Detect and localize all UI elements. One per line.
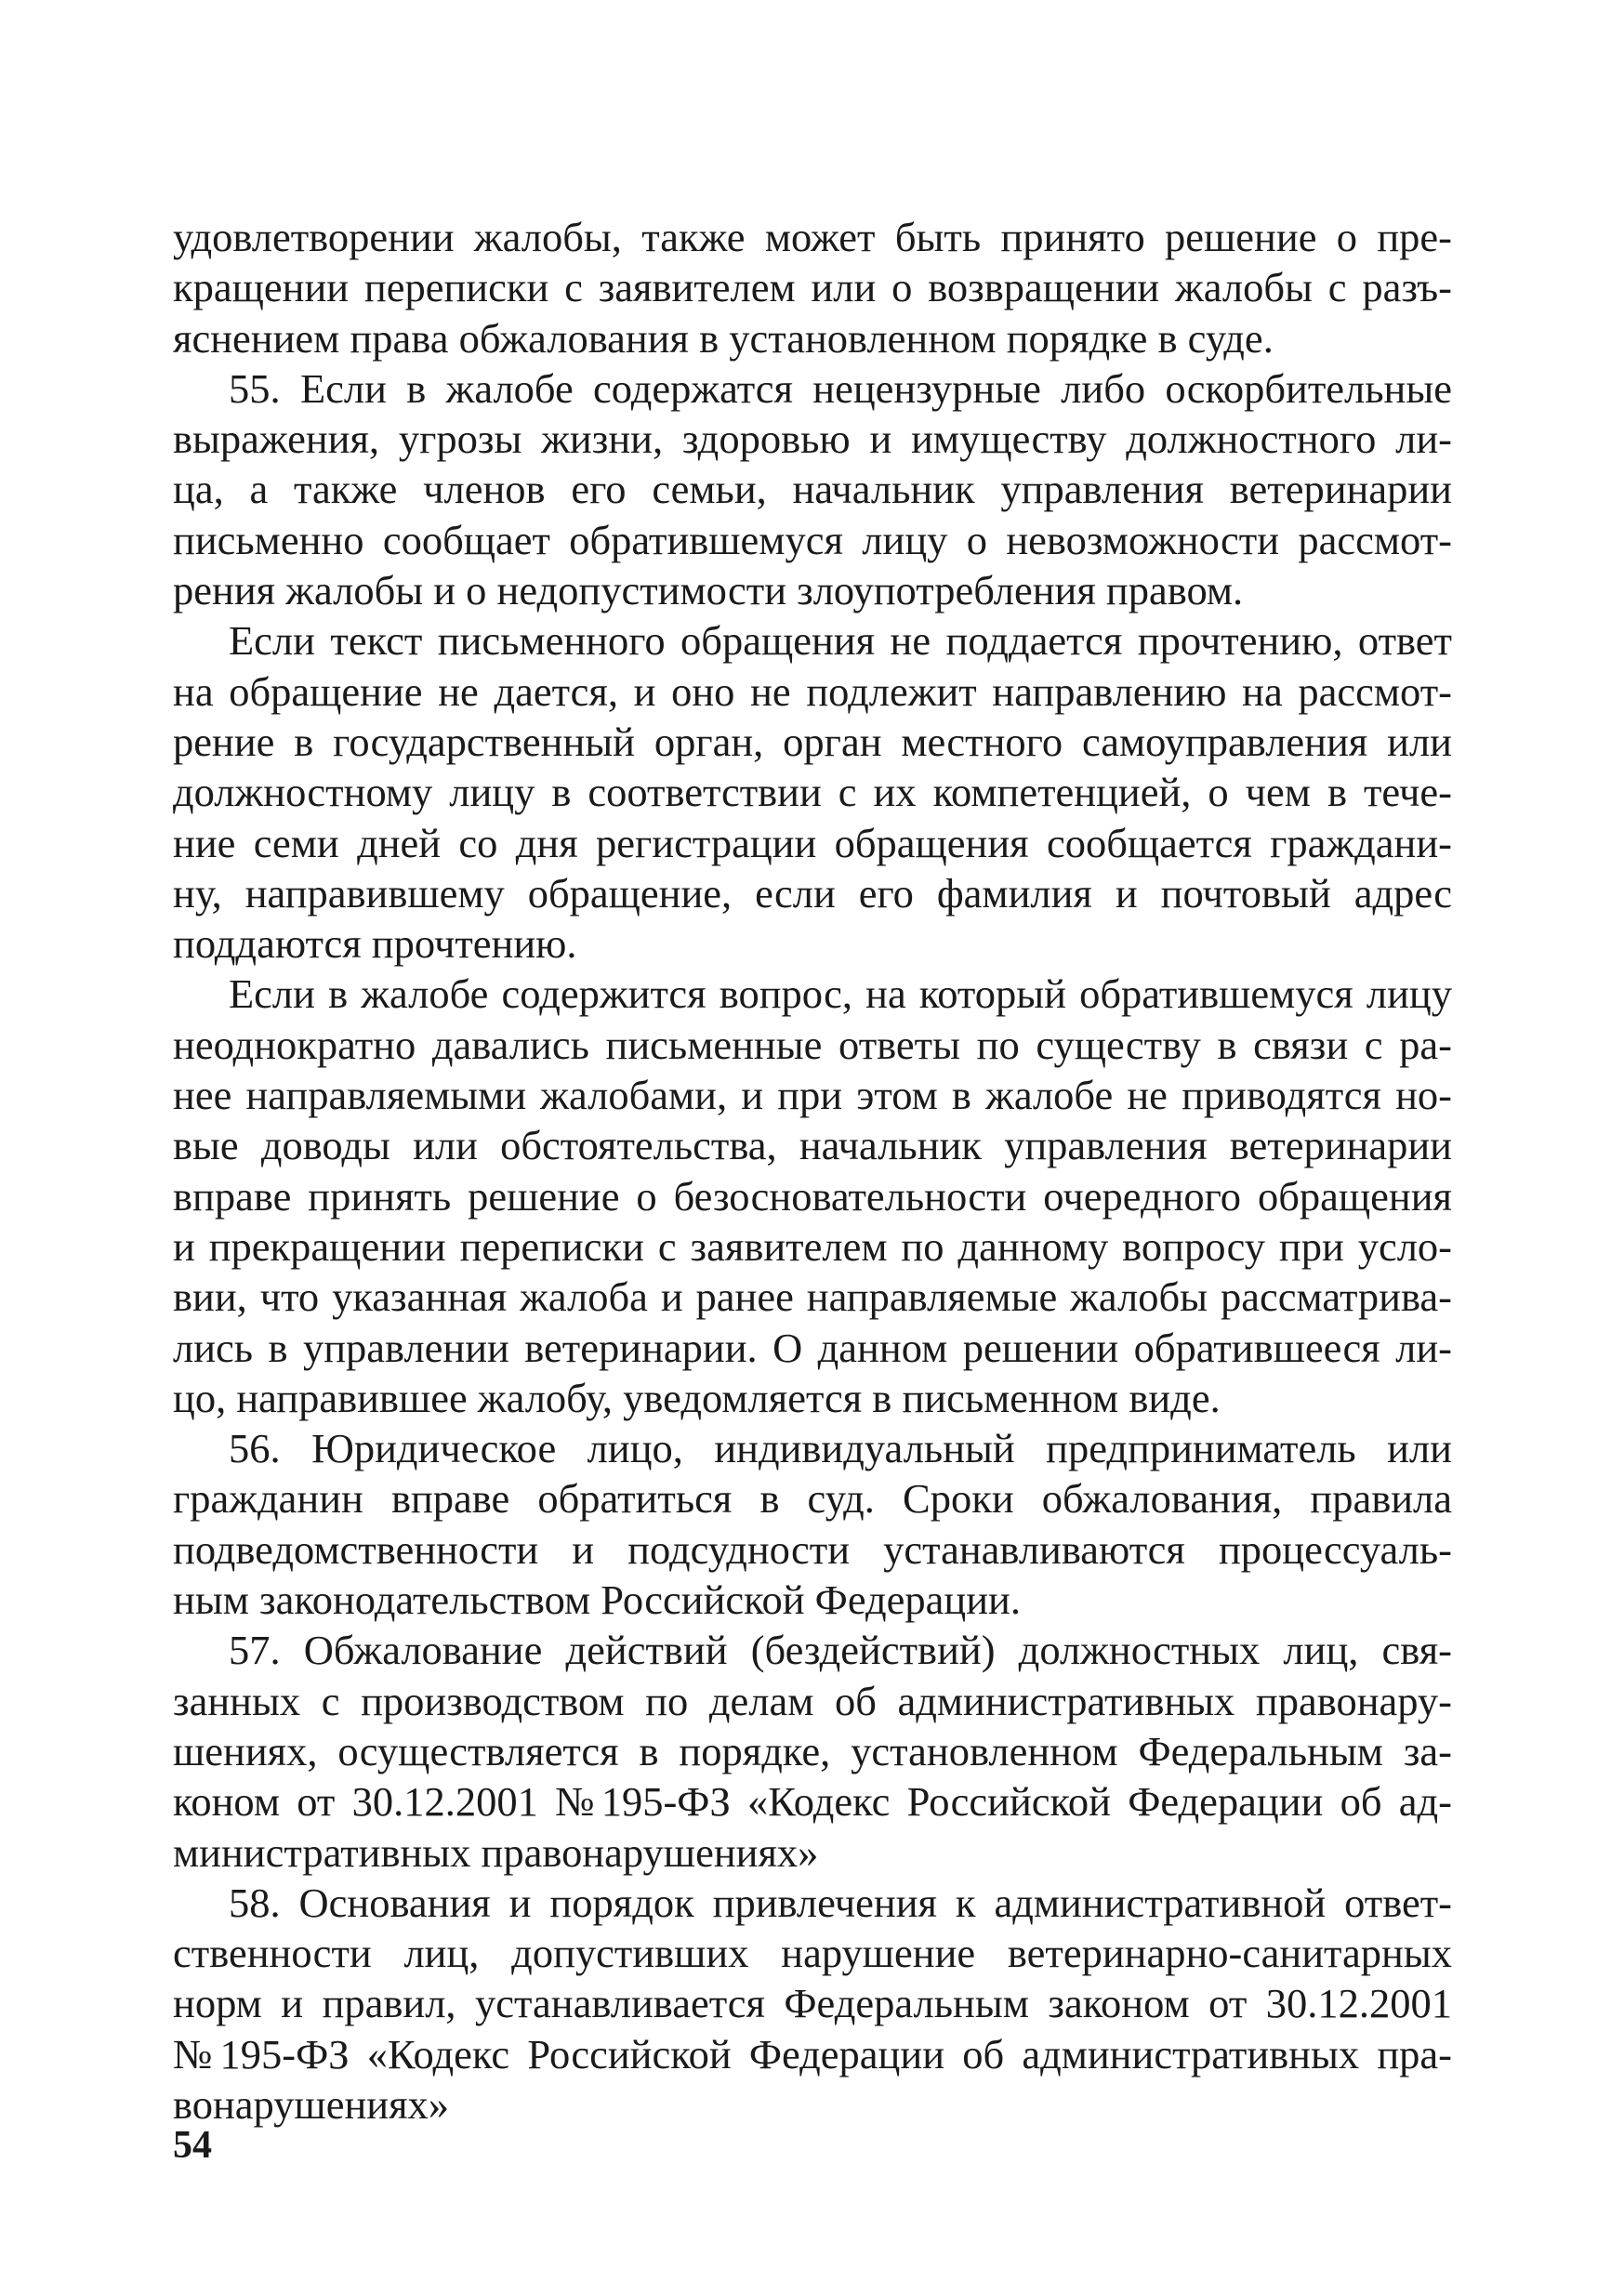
text-line: 58. Основания и порядок привлечения к административной ответ- <box>229 1879 1452 1926</box>
text-line: Если текст письменного обращения не поддается прочтению, ответ <box>229 617 1452 665</box>
text-line: вые доводы или обстоятельства, начальник управления ветеринарии <box>173 1122 1452 1169</box>
text-line: ным законодательством Российской Федерации. <box>173 1576 1021 1624</box>
text-line: выражения, угрозы жизни, здоровью и имуществу должностного ли- <box>173 415 1452 463</box>
text-line: неоднократно давались письменные ответы по существу в связи с ра- <box>173 1021 1452 1068</box>
text-line: министративных правонарушениях» <box>173 1828 819 1876</box>
text-line: ние семи дней со дня регистрации обращения сообщается граждани- <box>173 819 1452 866</box>
text-line: кращении переписки с заявителем или о возвращении жалобы с разъ- <box>173 264 1452 311</box>
text-line: ну, направившему обращение, если его фамилия и почтовый адрес <box>173 869 1452 917</box>
text-line: рение в государственный орган, орган местного самоуправления или <box>173 718 1452 765</box>
paragraph <box>173 615 1452 969</box>
text-line: лись в управлении ветеринарии. О данном решении обратившееся ли- <box>173 1324 1452 1371</box>
text-line: 56. Юридическое лицо, индивидуальный предприниматель или <box>229 1425 1452 1472</box>
page-number: 54 <box>173 2124 212 2167</box>
text-line: вонарушениях» <box>173 2080 450 2128</box>
page-body <box>173 212 1452 2130</box>
text-line: яснением права обжалования в установленном порядке в суде. <box>173 314 1274 362</box>
text-line: норм и правил, устанавливается Федеральным законом от 30.12.2001 <box>173 1980 1452 2027</box>
paragraph <box>173 1878 1452 2130</box>
text-line: шениях, осуществляется в порядке, установленном Федеральным за- <box>173 1727 1452 1774</box>
text-line: вправе принять решение о безосновательности очередного обращения <box>173 1172 1452 1220</box>
text-line: вии, что указанная жалоба и ранее направляемые жалобы рассматрива- <box>173 1273 1452 1321</box>
text-line: ца, а также членов его семьи, начальник управления ветеринарии <box>173 466 1452 513</box>
text-line: 55. Если в жалобе содержатся нецензурные либо оскорбительные <box>229 364 1452 412</box>
paragraph <box>173 363 1452 615</box>
paragraph <box>173 1625 1452 1877</box>
paragraph <box>173 212 1452 363</box>
text-line: Если в жалобе содержится вопрос, на который обратившемуся лицу <box>229 970 1452 1018</box>
text-line: рения жалобы и о недопустимости злоупотребления правом. <box>173 567 1244 614</box>
text-line: на обращение не дается, и оно не подлежит направлению на рассмот- <box>173 667 1452 715</box>
text-line: коном от 30.12.2001 №195-ФЗ «Кодекс Российской Федерации об ад- <box>173 1778 1452 1826</box>
text-line: поддаются прочтению. <box>173 920 577 968</box>
text-line: №195-ФЗ «Кодекс Российской Федерации об административных пра- <box>173 2030 1452 2077</box>
text-line: ственности лиц, допустивших нарушение ветеринарно-санитарных <box>173 1930 1452 1977</box>
text-line: занных с производством по делам об административных правонару- <box>173 1677 1452 1724</box>
text-line: должностному лицу в соответствии с их компетенцией, о чем в тече- <box>173 769 1452 816</box>
text-line: гражданин вправе обратиться в суд. Сроки обжалования, правила <box>173 1475 1452 1523</box>
text-line: 57. Обжалование действий (бездействий) должностных лиц, свя- <box>229 1627 1452 1674</box>
text-line: письменно сообщает обратившемуся лицу о невозможности рассмот- <box>173 516 1452 563</box>
text-line: нее направляемыми жалобами, и при этом в жалобе не приводятся но- <box>173 1072 1452 1119</box>
paragraph <box>173 969 1452 1423</box>
text-line: цо, направившее жалобу, уведомляется в письменном виде. <box>173 1374 1221 1421</box>
text-line: удовлетворении жалобы, также может быть принято решение о пре- <box>173 214 1452 260</box>
text-line: подведомственности и подсудности устанавливаются процессуаль- <box>173 1525 1452 1573</box>
text-line: и прекращении переписки с заявителем по данному вопросу при усло- <box>173 1222 1452 1270</box>
paragraph <box>173 1423 1452 1625</box>
